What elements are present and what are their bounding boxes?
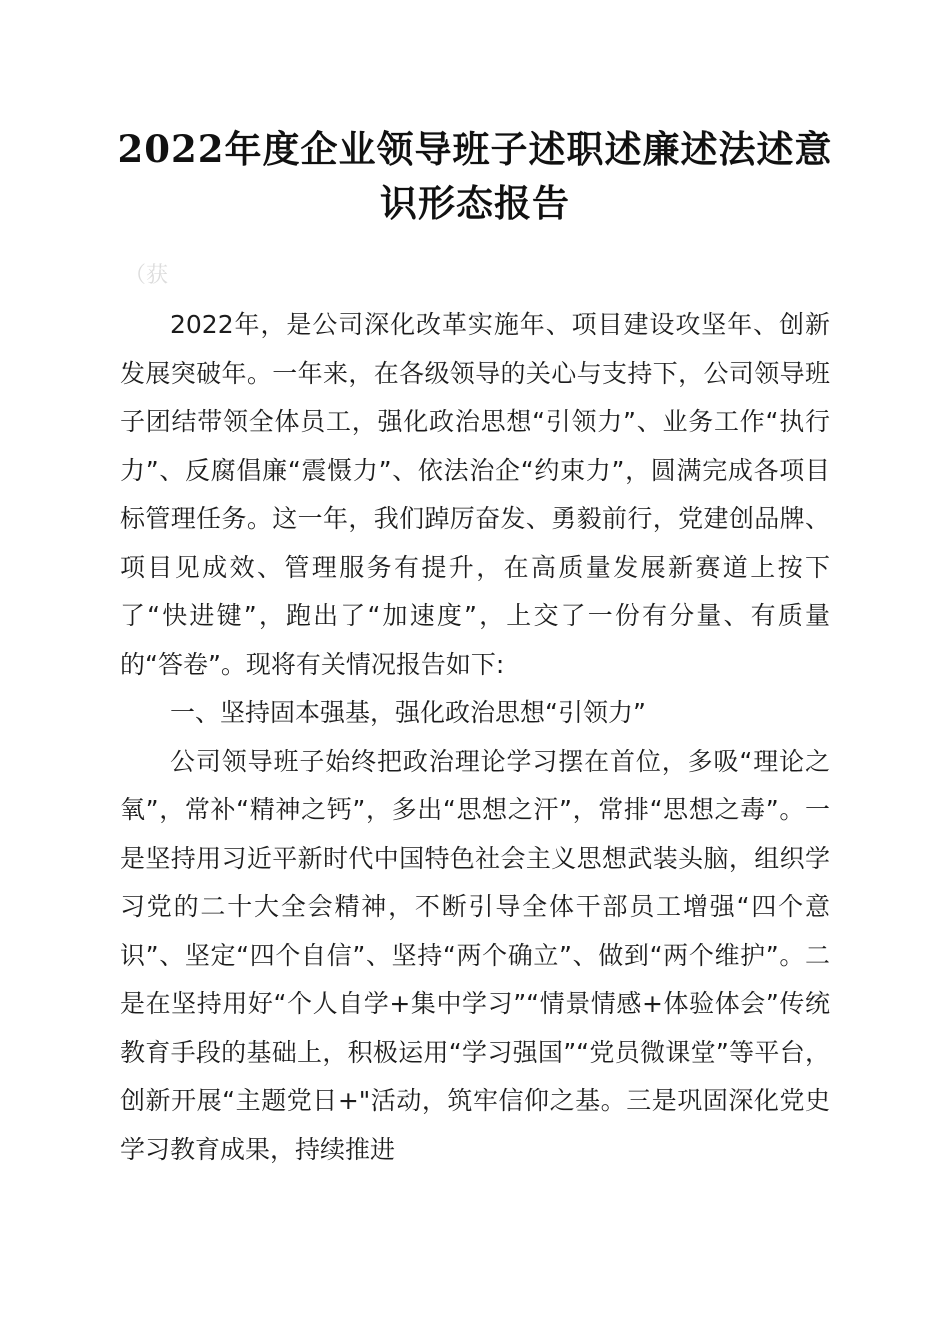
section-heading-1: 一、坚持固本强基，强化政治思想“引领力” [170,698,646,727]
document-body [120,301,830,1174]
document-title: 2022年度企业领导班子述职述廉述法述意识形态报告 [117,127,833,225]
paragraph-intro: 2022年，是公司深化改革实施年、项目建设攻坚年、创新发展突破年。一年来，在各级领导的关心与支持下，公司领导班子团结带领全体员工，强化政治思想“引领力”、业务工作“执行力”、反腐倡廉“震慑力”、依法治企“约束力”，圆满完成各项目标管理任务。这一年，我们踔厉奋发、勇毅前行，党建创品牌、项目见成效、管理服务有提升，在高质量发展新赛道上按下了“快进键”，跑出了“加速度”，上交了一份有分量、有质量的“答卷”。现将有关情况报告如下: [120,310,830,679]
watermark-text: （获 [124,263,169,288]
paragraph-section-1: 公司领导班子始终把政治理论学习摆在首位，多吸“理论之氧”，常补“精神之钙”，多出“思想之汗”，常排“思想之毒”。一是坚持用习近平新时代中国特色社会主义思想武装头脑，组织学习党的二十大全会精神，不断引导全体干部员工增强“四个意识”、坚定“四个自信”、坚持“两个确立”、做到“两个维护”。二是在坚持用好“个人自学+集中学习”“情景情感+体验体会”传统教育手段的基础上，积极运用“学习强国”“党员微课堂”等平台，创新开展“主题党日+"活动，筑牢信仰之基。三是巩固深化党史学习教育成果，持续推进 [120,746,830,1164]
